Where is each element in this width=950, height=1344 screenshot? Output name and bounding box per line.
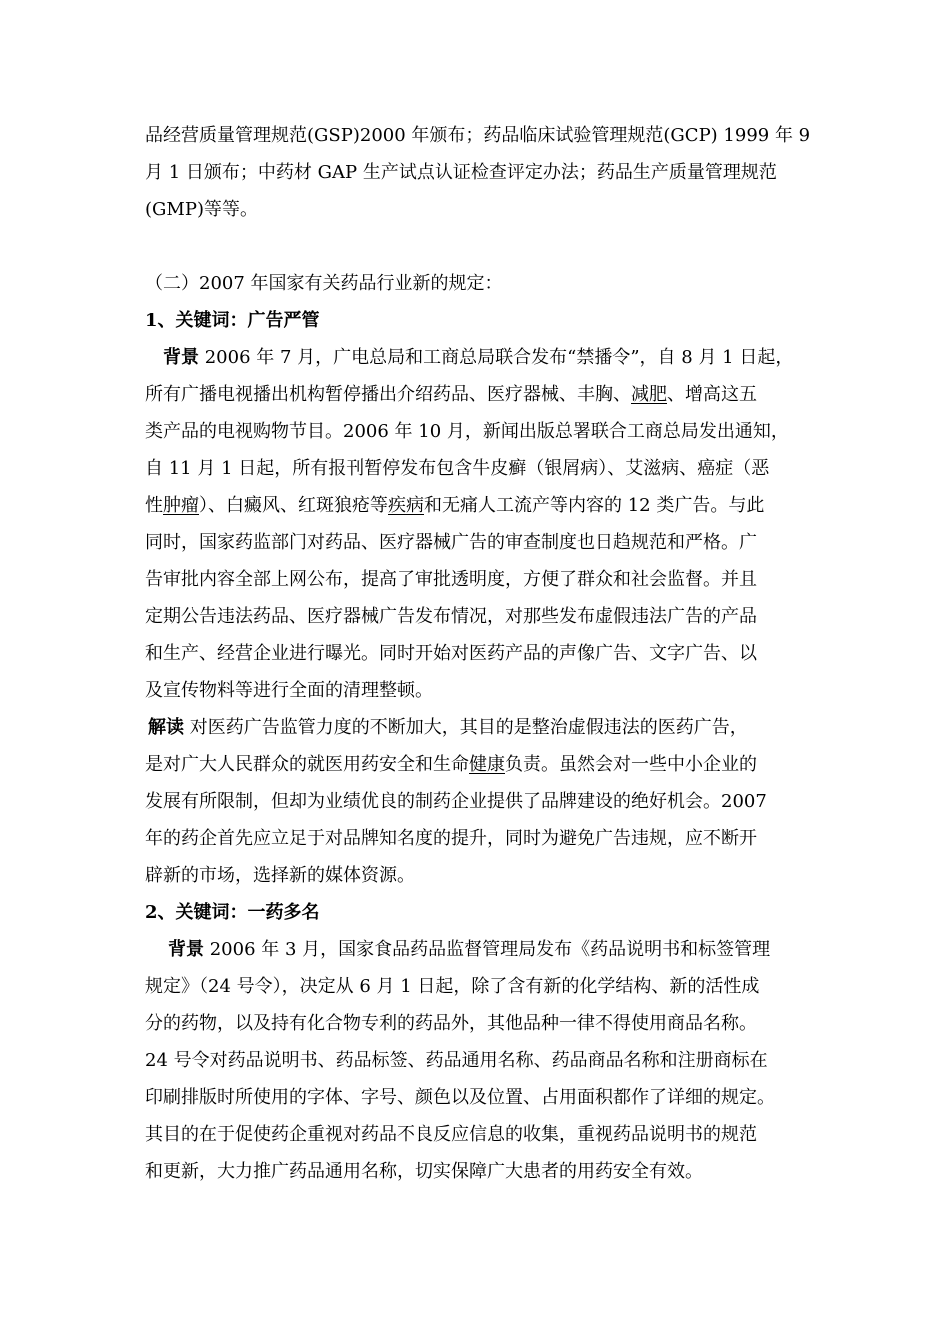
keyword-1-heading: 1、关键词：广告严管 (145, 310, 320, 331)
k2-background-line-3: 分的药物，以及持有化合物专利的药品外，其他品种一律不得使用商品名称。 (145, 1013, 757, 1034)
k1-background-line-7: 告审批内容全部上网公布，提高了审批透明度，方便了群众和社会监督。并且 (145, 569, 757, 590)
k2-background-line-7: 和更新，大力推广药品通用名称，切实保障广大患者的用药安全有效。 (145, 1161, 703, 1182)
intro-line-2: 月 1 日颁布；中药材 GAP 生产试点认证检查评定办法；药品生产质量管理规范 (145, 162, 777, 183)
k1-background-line-1: 背景 2006 年 7 月，广电总局和工商总局联合发布“禁播令”，自 8 月 1 日起， (163, 347, 794, 368)
k1-background-line-9: 和生产、经营企业进行曝光。同时开始对医药产品的声像广告、文字广告、以 (145, 643, 757, 664)
section-heading: （二）2007 年国家有关药品行业新的规定： (145, 273, 503, 294)
keyword-2-heading: 2、关键词：一药多名 (145, 902, 320, 923)
k2-background-line-1: 背景 2006 年 3 月，国家食品药品监督管理局发布《药品说明书和标签管理 (168, 939, 771, 960)
intro-line-3: (GMP)等等。 (145, 199, 258, 220)
k2-background-line-5: 印刷排版时所使用的字体、字号、颜色以及位置、占用面积都作了详细的规定。 (145, 1087, 775, 1108)
link-jibing[interactable]: 疾病 (388, 495, 424, 516)
link-zhongliu[interactable]: 肿瘤 (163, 495, 199, 516)
k1-interpretation-line-4: 年的药企首先应立足于对品牌知名度的提升，同时为避免广告违规，应不断开 (145, 828, 757, 849)
k2-background-line-4: 24 号令对药品说明书、药品标签、药品通用名称、药品商品名称和注册商标在 (145, 1050, 768, 1071)
k1-background-line-2: 所有广播电视播出机构暂停播出介绍药品、医疗器械、丰胸、减肥、增高这五 (145, 384, 757, 405)
k1-background-line-4: 自 11 月 1 日起，所有报刊暂停发布包含牛皮癣（银屑病）、艾滋病、癌症（恶 (145, 458, 770, 479)
k1-background-line-5: 性肿瘤）、白癜风、红斑狼疮等疾病和无痛人工流产等内容的 12 类广告。与此 (145, 495, 765, 516)
intro-line-1: 品经营质量管理规范(GSP)2000 年颁布；药品临床试验管理规范(GCP) 1999 年 9 (145, 125, 811, 146)
k2-background-line-2: 规定》（24 号令），决定从 6 月 1 日起，除了含有新的化学结构、新的活性成 (145, 976, 760, 997)
k1-interpretation-line-5: 辟新的市场，选择新的媒体资源。 (145, 865, 415, 886)
link-jianfei[interactable]: 减肥 (631, 384, 667, 405)
k1-background-line-3: 类产品的电视购物节目。2006 年 10 月，新闻出版总署联合工商总局发出通知， (145, 421, 789, 442)
background-label: 背景 (168, 939, 204, 960)
k1-background-line-10: 及宣传物料等进行全面的清理整顿。 (145, 680, 433, 701)
k1-interpretation-line-3: 发展有所限制，但却为业绩优良的制药企业提供了品牌建设的绝好机会。2007 (145, 791, 767, 812)
background-label: 背景 (163, 347, 199, 368)
k1-background-line-8: 定期公告违法药品、医疗器械广告发布情况，对那些发布虚假违法广告的产品 (145, 606, 757, 627)
k1-background-line-6: 同时，国家药监部门对药品、医疗器械广告的审查制度也日趋规范和严格。广 (145, 532, 757, 553)
k1-interpretation-line-2: 是对广大人民群众的就医用药安全和生命健康负责。虽然会对一些中小企业的 (145, 754, 757, 775)
k2-background-line-6: 其目的在于促使药企重视对药品不良反应信息的收集，重视药品说明书的规范 (145, 1124, 757, 1145)
link-jiankang[interactable]: 健康 (469, 754, 505, 775)
k1-interpretation-line-1: 解读 对医药广告监管力度的不断加大，其目的是整治虚假违法的医药广告， (148, 717, 748, 738)
interpretation-label: 解读 (148, 717, 184, 738)
